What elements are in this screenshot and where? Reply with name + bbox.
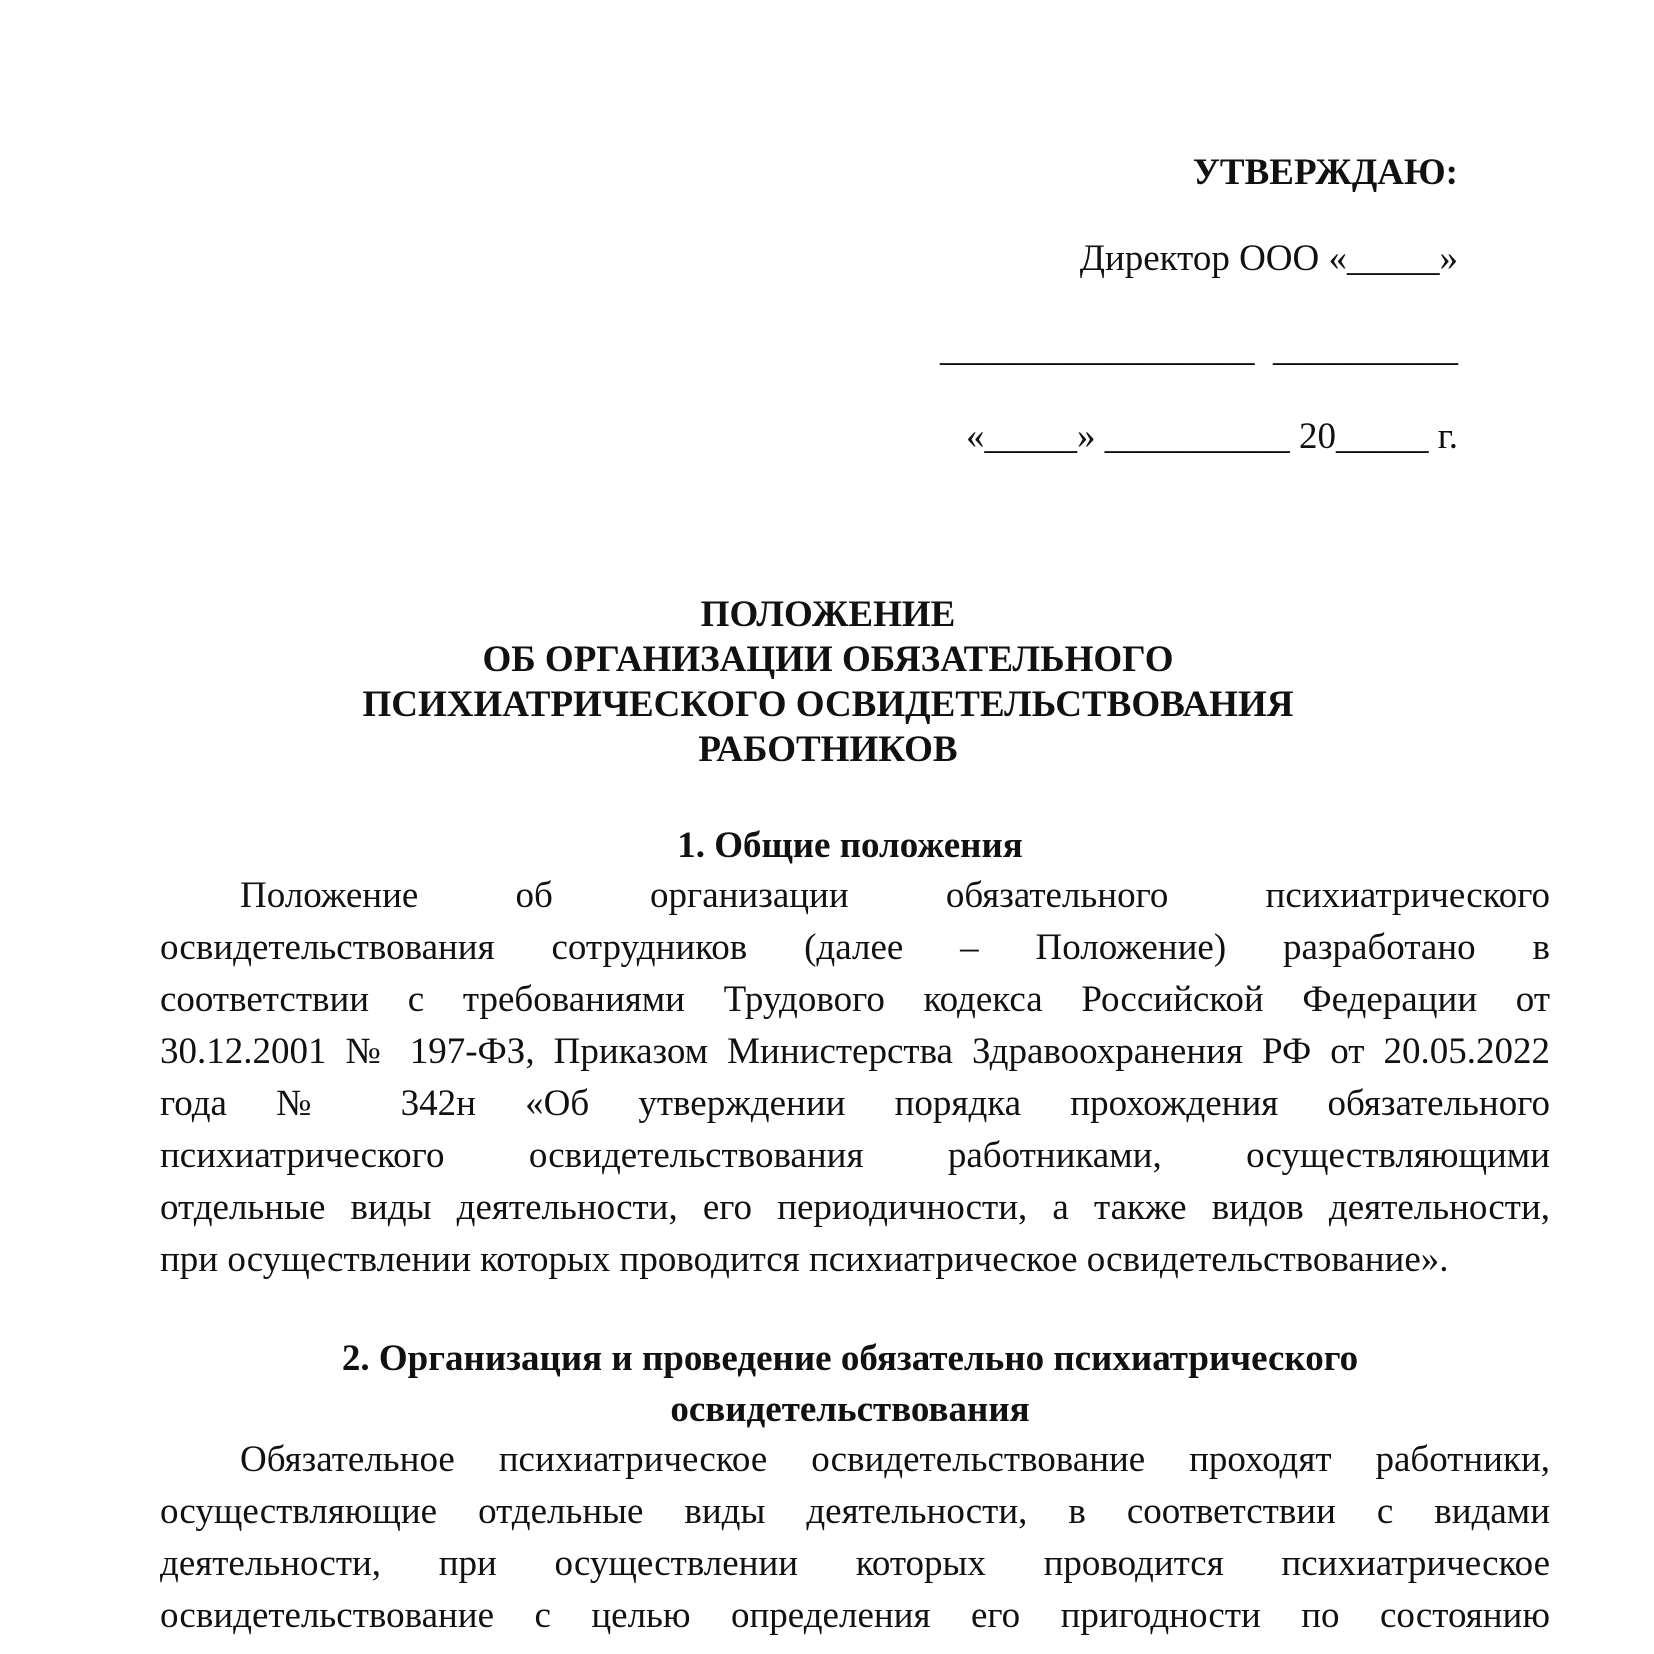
section-heading-line: 1. Общие положения [677,825,1023,866]
paragraph-line: соответствии с требованиями Трудового кодекса Российской Федерации от [160,979,1550,1020]
section-heading-line: 2. Организация и проведение обязательно психиатрического [341,1338,1359,1379]
paragraph-line: осуществляющие отдельные виды деятельности, в соответствии с видами [160,1491,1550,1532]
document-title [160,592,1496,772]
section-2-heading [160,1333,1540,1435]
paragraph-line: года № 342н «Об утверждении порядка прохождения обязательного [160,1083,1550,1124]
director-line: Директор ООО «_____» [1079,238,1458,279]
signature-line: _________________ __________ [940,328,1458,369]
section-2-paragraph [160,1434,1550,1642]
approval-title: УТВЕРЖДАЮ: [1192,152,1458,193]
approval-block [940,150,1458,460]
section-heading-line: освидетельствования [670,1389,1030,1430]
section-1-heading [160,820,1540,871]
paragraph-line: деятельности, при осуществлении которых проводится психиатрическое [160,1543,1550,1584]
document-title-line: РАБОТНИКОВ [698,729,958,770]
document-title-line: ПОЛОЖЕНИЕ [700,594,956,635]
paragraph-line: психиатрического освидетельствования работниками, осуществляющими [160,1135,1550,1176]
paragraph-line: Обязательное психиатрическое освидетельствование проходят работники, [240,1439,1550,1480]
paragraph-line: 30.12.2001 № 197-ФЗ, Приказом Министерства Здравоохранения РФ от 20.05.2022 [160,1031,1550,1072]
document-title-line: ПСИХИАТРИЧЕСКОГО ОСВИДЕТЕЛЬСТВОВАНИЯ [362,684,1294,725]
paragraph-line: отдельные виды деятельности, его периодичности, а также видов деятельности, [160,1187,1550,1228]
paragraph-line: при осуществлении которых проводится психиатрическое освидетельствование». [160,1239,1449,1280]
paragraph-line: Положение об организации обязательного психиатрического [240,875,1550,916]
paragraph-line: освидетельствование с целью определения его пригодности по состоянию [160,1595,1550,1636]
date-line: «_____» __________ 20_____ г. [965,416,1458,457]
paragraph-line: освидетельствования сотрудников (далее – Положение) разработано в [160,927,1550,968]
section-1-paragraph [160,870,1550,1286]
document-title-line: ОБ ОРГАНИЗАЦИИ ОБЯЗАТЕЛЬНОГО [482,639,1174,680]
